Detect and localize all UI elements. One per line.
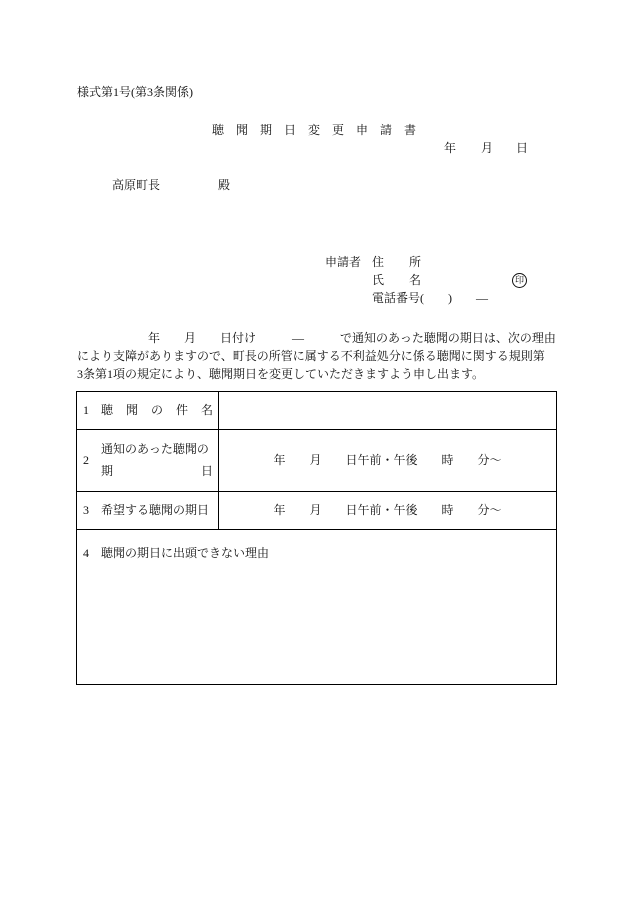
applicant-heading: 申請者 xyxy=(325,255,362,269)
row-label-line1: 通知のあった聴聞の xyxy=(101,442,209,456)
document-title: 聴聞期日変更申請書 xyxy=(212,123,429,137)
desired-date-value xyxy=(219,492,556,529)
date-month-label: 月 xyxy=(481,141,494,155)
seal-mark-icon: 印 xyxy=(512,273,527,288)
datetime-template: 年 月 日午前・午後 時 分～ xyxy=(273,453,502,467)
phone-label: 電話番号( ) — xyxy=(372,291,488,305)
row-number: 1 xyxy=(83,403,89,417)
paragraph-line: により支障がありますので、町長の所管に属する不利益処分に係る聴聞に関する規則第 xyxy=(77,349,545,363)
table-row xyxy=(77,430,556,492)
name-label: 氏名 xyxy=(372,273,447,287)
paragraph-line: 3条第1項の規定により、聴聞期日を変更していただきますよう申し出ます。 xyxy=(77,367,485,381)
table-row xyxy=(77,392,556,430)
addressee-honorific: 殿 xyxy=(218,178,231,192)
notified-date-value xyxy=(219,430,556,491)
request-table xyxy=(76,391,557,685)
row-label: 聴聞の期日に出頭できない理由 xyxy=(101,546,270,560)
row-number: 3 xyxy=(83,503,89,517)
datetime-template: 年 月 日午前・午後 時 分～ xyxy=(273,503,502,517)
form-number: 様式第1号(第3条関係) xyxy=(77,85,193,99)
table-row xyxy=(77,530,556,684)
row-label-cell xyxy=(77,392,227,429)
addressee-name: 高原町長 xyxy=(112,178,161,192)
address-label: 住所 xyxy=(372,255,447,269)
date-year-label: 年 xyxy=(444,141,457,155)
row-label-line2: 期日 xyxy=(101,464,302,478)
paragraph-line: 年 月 日付け — で通知のあった聴聞の期日は、次の理由 xyxy=(148,331,556,345)
row-label-cell xyxy=(77,430,302,491)
row-label: 聴聞の件名 xyxy=(101,403,227,417)
date-day-label: 日 xyxy=(516,141,529,155)
row-number: 2 xyxy=(83,453,89,467)
table-row xyxy=(77,492,556,530)
row-number: 4 xyxy=(83,546,89,560)
row-label: 希望する聴聞の期日 xyxy=(101,503,210,517)
row-label-cell xyxy=(77,492,219,529)
hearing-subject-value xyxy=(219,392,556,429)
